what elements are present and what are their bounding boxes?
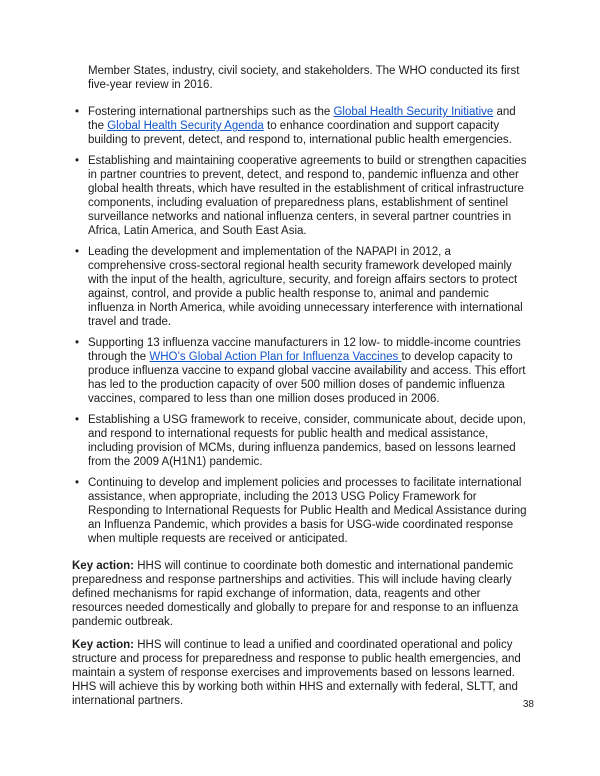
- bullet-text: Establishing and maintaining cooperative agreements to build or strengthen capacities in partner countries to prevent, detect, and respond to, pandemic influenza and other global health threats, which have resulted in the establishment of critical infrastructure components, including evaluation of preparedness plans, establishment of sentinel surveillance networks and national influenza centers, in several partner countries in Africa, Latin America, and South East Asia.: [88, 155, 527, 237]
- bullet-segment: Fostering international partnerships such as the: [88, 106, 334, 118]
- key-action-paragraph: [72, 559, 532, 629]
- bullet-segment: to enhance coordination and support capacity building to prevent, detect, and respond to, international public health emergencies.: [88, 120, 512, 146]
- bullet-icon: •: [75, 414, 80, 426]
- bullet-segment: and the: [88, 106, 516, 132]
- key-action-label: Key action:: [72, 639, 134, 651]
- bullet-segment: to develop capacity to produce influenza vaccine to expand global vaccine availability and access. This effort has led to the production capacity of over 500 million doses of pandemic influenza vaccines, compared to less than one million doses produced in 2006.: [88, 351, 526, 405]
- bullet-text: [88, 336, 532, 406]
- key-action-label: Key action:: [72, 560, 134, 572]
- bullet-icon: •: [75, 246, 80, 258]
- bullet-icon: •: [75, 106, 80, 118]
- bullet-item: [72, 154, 532, 238]
- bullet-item: [72, 105, 532, 147]
- bullet-icon: •: [75, 155, 80, 167]
- bullet-item: [72, 476, 532, 546]
- bullet-text: [88, 105, 532, 147]
- bullet-item: [72, 336, 532, 406]
- bullet-icon: •: [75, 337, 80, 349]
- link-who-global-action-plan-influenza-vaccines[interactable]: WHO’s Global Action Plan for Influenza Vaccines: [149, 351, 402, 363]
- bullet-segment: Supporting 13 influenza vaccine manufacturers in 12 low- to middle-income countries through the: [88, 337, 521, 363]
- bullet-item: [72, 413, 532, 469]
- bullet-text: Continuing to develop and implement policies and processes to facilitate international assistance, when appropriate, including the 2013 USG Policy Framework for Responding to International Requests for Public Health and Medical Assistance during an Influenza Pandemic, which provides a basis for USG-wide coordinated response when multiple requests are received or anticipated.: [88, 477, 527, 545]
- intro-paragraph: Member States, industry, civil society, and stakeholders. The WHO conducted its first five-year review in 2016.: [88, 65, 520, 91]
- key-action-body: HHS will continue to coordinate both domestic and international pandemic preparedness and response partnerships and activities. This will include having clearly defined mechanisms for rapid exchange of information, data, reagents and other resources needed domestically and globally to prepare for and response to an influenza pandemic outbreak.: [72, 560, 519, 628]
- key-action-body: HHS will continue to lead a unified and coordinated operational and policy structure and process for preparedness and response to public health emergencies, and maintain a system of response exercises and improvements based on lessons learned. HHS will achieve this by working both within HHS and externally with federal, SLTT, and international partners.: [72, 639, 521, 707]
- bullet-item: [72, 245, 532, 329]
- key-action-paragraph: [72, 638, 532, 708]
- link-global-health-security-initiative[interactable]: Global Health Security Initiative: [333, 106, 494, 118]
- page-number: 38: [522, 699, 534, 710]
- bullet-text: Leading the development and implementation of the NAPAPI in 2012, a comprehensive cross-sectoral regional health security framework developed mainly with the input of the health, agriculture, security, and foreign affairs sectors to protect against, control, and provide a public health response to, animal and pandemic influenza in North America, while avoiding unnecessary interference with international travel and trade.: [88, 246, 523, 328]
- bullet-icon: •: [75, 477, 80, 489]
- bullet-text: Establishing a USG framework to receive, consider, communicate about, decide upon, and respond to international requests for public health and medical assistance, including provision of MCMs, during influenza pandemics, based on lessons learned from the 2009 A(H1N1) pandemic.: [88, 414, 526, 468]
- link-global-health-security-agenda[interactable]: Global Health Security Agenda: [107, 120, 264, 132]
